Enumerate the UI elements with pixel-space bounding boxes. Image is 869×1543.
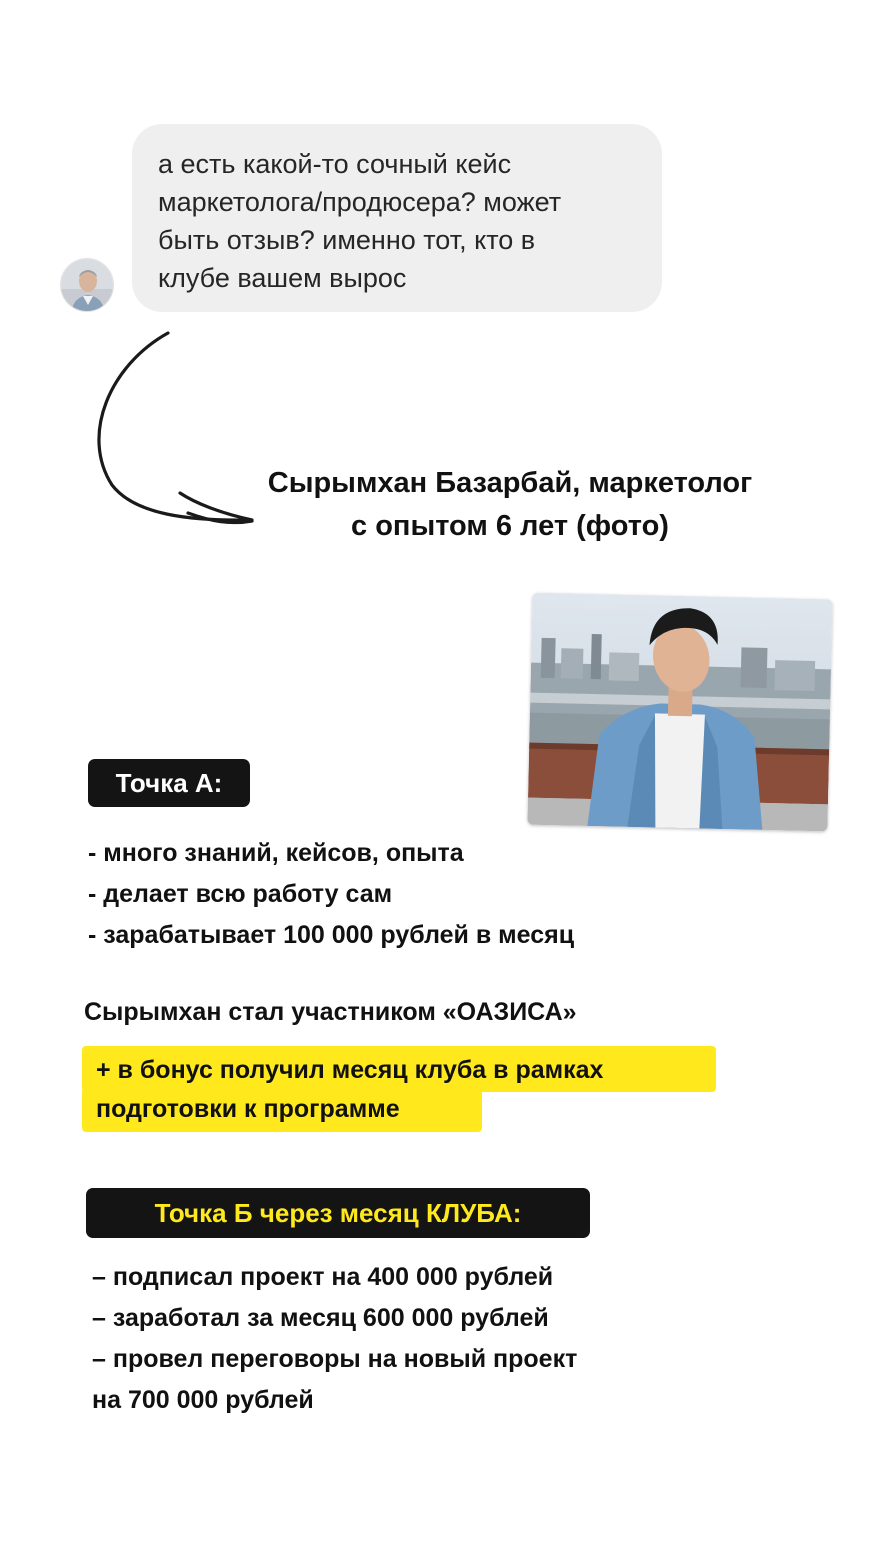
person-avatar-icon: [61, 259, 114, 312]
point-a-label: Точка А:: [88, 759, 250, 807]
headline: [200, 462, 820, 548]
club-joined-text: Сырымхан стал участником «ОАЗИСА»: [84, 998, 577, 1026]
chat-message-bubble[interactable]: [132, 124, 662, 312]
bonus-highlight-line: + в бонус получил месяц клуба в рамках: [82, 1046, 716, 1092]
person-photo-icon: [527, 593, 832, 832]
bonus-highlight-line: подготовки к программе: [82, 1088, 482, 1132]
headline-line: с опытом 6 лет (фото): [351, 510, 669, 542]
list-item: – провел переговоры на новый проект: [92, 1345, 578, 1373]
point-b-label: Точка Б через месяц КЛУБА:: [86, 1188, 590, 1238]
chat-message-line: а есть какой-то сочный кейс: [158, 149, 512, 179]
sender-avatar[interactable]: [60, 258, 114, 312]
chat-message-line: маркетолога/продюсера? может: [158, 187, 562, 217]
headline-line: Сырымхан Базарбай, маркетолог: [267, 467, 753, 499]
point-b-list: [92, 1257, 577, 1421]
chat-message-line: клубе вашем вырос: [158, 263, 407, 293]
list-item: на 700 000 рублей: [92, 1386, 314, 1414]
list-item: - делает всю работу сам: [88, 880, 393, 908]
chat-message-line: быть отзыв? именно тот, кто в: [158, 225, 536, 255]
list-item: - зарабатывает 100 000 рублей в месяц: [88, 921, 575, 949]
list-item: - много знаний, кейсов, опыта: [88, 839, 464, 867]
profile-photo: [527, 593, 832, 832]
point-a-list: [88, 833, 574, 956]
list-item: – заработал за месяц 600 000 рублей: [92, 1304, 549, 1332]
list-item: – подписал проект на 400 000 рублей: [92, 1263, 554, 1291]
